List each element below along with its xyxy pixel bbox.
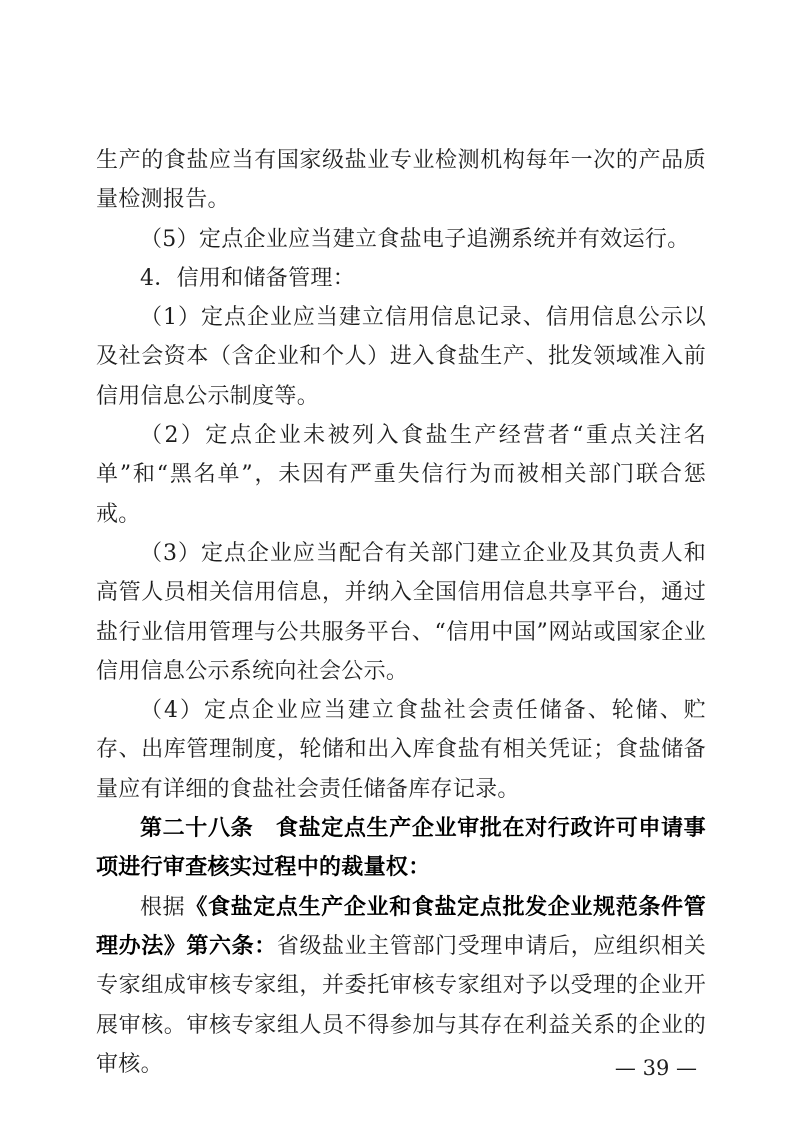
body-paragraph: （4）定点企业应当建立食盐社会责任储备、轮储、贮存、出库管理制度，轮储和出入库食盐有相关凭证；食盐储备量应有详细的食盐社会责任储备库存记录。: [96, 698, 706, 802]
heading-paragraph: 第二十八条 食盐定点生产企业审批在对行政许可申请事项进行审查核实过程中的裁量权：: [96, 816, 706, 881]
text-segment: 根据: [140, 894, 186, 920]
body-paragraph: （5）定点企业应当建立食盐电子追溯系统并有效运行。: [140, 226, 690, 252]
text-segment: 省级盐业主管部门受理申请后，应组织相关专家组成审核专家组，并委托审核专家组对予以受理的企业开展审核。审核专家组人员不得参加与其存在利益关系的企业的审核。: [96, 933, 707, 1077]
body-paragraph: （1）定点企业应当建立信用信息记录、信用信息公示以及社会资本（含企业和个人）进入食盐生产、批发领域准入前信用信息公示制度等。: [96, 305, 706, 409]
body-paragraph: （3）定点企业应当配合有关部门建立企业及其负责人和高管人员相关信用信息，并纳入全国信用信息共享平台，通过盐行业信用管理与公共服务平台、“信用中国”网站或国家企业信用信息公示系统向社会公示。: [96, 540, 706, 684]
page-number: — 39 —: [614, 1056, 697, 1080]
body-paragraph: 生产的食盐应当有国家级盐业专业检测机构每年一次的产品质量检测报告。: [96, 148, 706, 213]
body-paragraph: 4．信用和储备管理：: [140, 265, 355, 291]
document-body: [96, 141, 706, 1084]
page-footer: [588, 1032, 697, 1104]
bold-text-segment: 《食盐定点生产企业和食盐定点批发企业规范条件管理办法》第六条：: [96, 894, 706, 959]
body-paragraph: （2）定点企业未被列入食盐生产经营者“重点关注名单”和“黑名单”，未因有严重失信行为而被相关部门联合惩戒。: [96, 423, 706, 527]
